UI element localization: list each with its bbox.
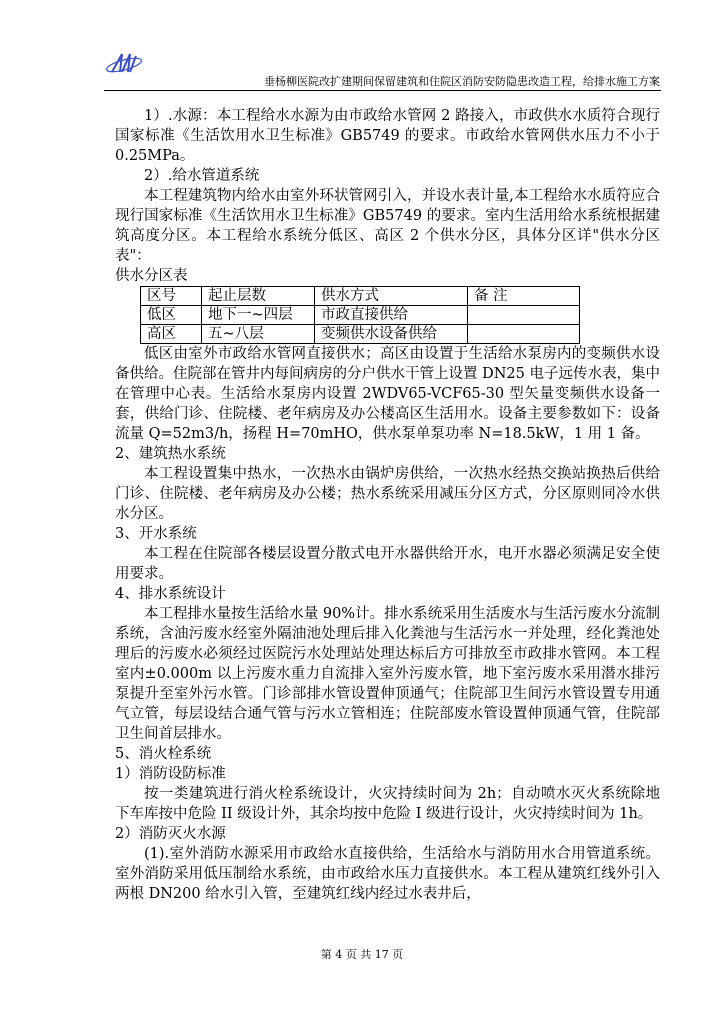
water-source-paragraph: 1）.水源：本工程给水水源为由市政给水管网 2 路接入，市政供水水质符合现行国家标准《生活饮用水卫生标准》GB5749 的要求。市政给水管网供水压力不小于 0.25MPa。	[115, 108, 660, 164]
fire-water-source-paragraph: (1).室外消防水源采用市政给水直接供给，生活给水与消防用水合用管道系统。室外消防采用低压制给水系统，由市政给水压力直接供水。本工程从建筑红线外引入两根 DN200 给水引入管，至建筑红线内经过水表井后，	[115, 846, 660, 902]
table-cell: 市政直接供给	[315, 306, 468, 325]
company-logo-icon	[104, 50, 144, 78]
document-body	[115, 106, 660, 904]
boiled-water-paragraph: 本工程在住院部各楼层设置分散式电开水器供给开水，电开水器必须满足安全使用要求。	[115, 546, 660, 582]
water-pipe-heading: 2）.给水管道系统	[144, 168, 260, 184]
table-cell: 高区	[141, 325, 202, 344]
table-header-cell: 区号	[141, 287, 202, 306]
table-cell	[468, 325, 580, 344]
table-cell: 五~八层	[202, 325, 315, 344]
table-cell: 地下一~四层	[202, 306, 315, 325]
fire-water-source-heading: 2）消防灭火水源	[115, 826, 226, 842]
table-title: 供水分区表	[115, 268, 188, 284]
table-header-row	[141, 287, 580, 306]
hot-water-paragraph: 本工程设置集中热水，一次热水由锅炉房供给，一次热水经热交换站换热后供给门诊、住院楼、老年病房及办公楼；热水系统采用减压分区方式，分区原则同冷水供水分区。	[115, 466, 660, 522]
zone-supply-paragraph: 低区由室外市政给水管网直接供水；高区由设置于生活给水泵房内的变频供水设备供给。住院部在管井内每间病房的分户供水干管上设置 DN25 电子远传水表，集中在管理中心表。生活给水泵房内设置 2WDV65-VCF65-30 型矢量变频供水设备一套，供给门诊、住院楼、老年病房及办公楼高区生活用水。设备主要参数如下：设备流量 Q=52m3/h，扬程 H=70mHO，供水泵单泵功率 N=18.5kW，1 用 1 备。	[115, 346, 660, 442]
table-cell: 变频供水设备供给	[315, 325, 468, 344]
fire-standard-heading: 1）消防设防标准	[115, 766, 226, 782]
header-divider	[104, 90, 661, 91]
hydrant-heading: 5、消火栓系统	[115, 746, 212, 762]
table-row	[141, 306, 580, 325]
fire-standard-paragraph: 按一类建筑进行消火栓系统设计，火灾持续时间为 2h；自动喷水灭火系统除地下车库按中危险 II 级设计外，其余均按中危险 I 级进行设计，火灾持续时间为 1h。	[115, 786, 660, 822]
hot-water-heading: 2、建筑热水系统	[115, 446, 226, 462]
page-number: 第 4 页 共 17 页	[320, 948, 404, 961]
document-header-title: 垂杨柳医院改扩建期间保留建筑和住院区消防安防隐患改造工程，给排水施工方案	[264, 75, 660, 88]
drainage-heading: 4、排水系统设计	[115, 586, 226, 602]
boiled-water-heading: 3、开水系统	[115, 526, 197, 542]
table-header-cell: 备 注	[468, 287, 580, 306]
water-pipe-paragraph: 本工程建筑物内给水由室外环状管网引入，并设水表计量,本工程给水水质符应合现行国家标准《生活饮用水卫生标准》GB5749 的要求。室内生活用给水系统根据建筑高度分区。本工程给水系统分低区、高区 2 个供水分区，具体分区详"供水分区表"：	[115, 188, 660, 264]
drainage-paragraph: 本工程排水量按生活给水量 90%计。排水系统采用生活废水与生活污废水分流制系统，含油污废水经室外隔油池处理后排入化粪池与生活污水一并处理，经化粪池处理后的污废水必须经过医院污水处理站处理达标后方可排放至市政排水管网。本工程室内±0.000m 以上污废水重力自流排入室外污废水管，地下室污废水采用潜水排污泵提升至室外污水管。门诊部排水管设置伸顶通气；住院部卫生间污水管设置专用通气立管，每层设结合通气管与污水立管相连；住院部废水管设置伸顶通气管，住院部卫生间首层排水。	[115, 606, 660, 742]
table-row	[141, 325, 580, 344]
supply-zone-table	[140, 286, 580, 344]
table-cell	[468, 306, 580, 325]
table-header-cell: 起止层数	[202, 287, 315, 306]
table-cell: 低区	[141, 306, 202, 325]
table-header-cell: 供水方式	[315, 287, 468, 306]
